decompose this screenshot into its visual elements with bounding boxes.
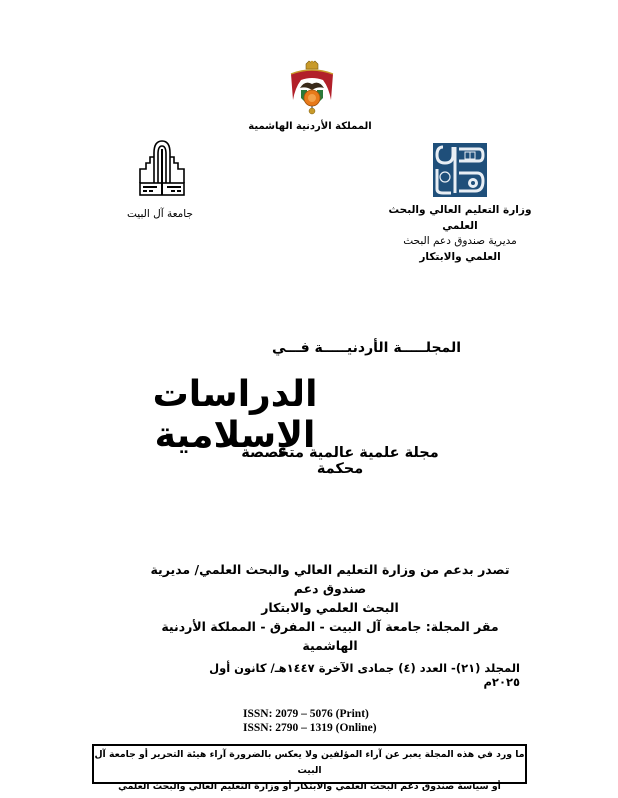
al-al-bayt-university-logo-icon bbox=[137, 139, 187, 197]
issn-block bbox=[243, 707, 403, 735]
issn-print: ISSN: 2079 – 5076 (Print) bbox=[243, 708, 369, 720]
journal-prefix: المجلـــــة الأردنيـــــة فـــي bbox=[271, 340, 461, 356]
disclaimer-line: ما ورد في هذه المجلة يعبر عن آراء المؤلفين ولا يعكس بالضرورة آراء هيئة التحرير أو جامعة آل البيت bbox=[94, 749, 525, 776]
disclaimer-box bbox=[92, 744, 527, 792]
support-statement bbox=[140, 560, 520, 655]
journal-subtitle: مجلة علمية عالمية متخصصة محكمة bbox=[241, 445, 439, 477]
ministry-caption-line: وزارة التعليم العالي والبحث bbox=[388, 204, 532, 216]
ministry-caption bbox=[385, 203, 535, 265]
disclaimer-line: أو سياسة صندوق دعم البحث العلمي والابتكار أو وزارة التعليم العالي والبحث العلمي bbox=[118, 781, 501, 792]
journal-headquarters: مقر المجلة: جامعة آل البيت - المفرق - المملكة الأردنية الهاشمية bbox=[161, 619, 499, 653]
support-line: تصدر بدعم من وزارة التعليم العالي والبحث العلمي/ مديرية صندوق دعم bbox=[150, 562, 510, 596]
kingdom-caption: المملكة الأردنية الهاشمية bbox=[248, 121, 372, 132]
university-caption: جامعة آل البيت bbox=[127, 208, 193, 220]
jordan-coat-of-arms-icon bbox=[287, 60, 337, 118]
journal-title: الدراسات الإسلامية bbox=[152, 374, 318, 456]
ministry-caption-line: العلمي bbox=[442, 219, 478, 232]
support-line: البحث العلمي والابتكار bbox=[261, 600, 399, 615]
ministry-logo-icon bbox=[433, 143, 487, 197]
ministry-caption-line: العلمي والابتكار bbox=[419, 250, 501, 263]
ministry-caption-line: مديرية صندوق دعم البحث bbox=[403, 235, 517, 247]
issn-online: ISSN: 2790 – 1319 (Online) bbox=[243, 722, 377, 734]
issue-info: المجلد (٢١)- العدد (٤) جمادى الآخرة ١٤٤٧هـ/ كانون أول ٢٠٢٥م bbox=[209, 661, 520, 689]
